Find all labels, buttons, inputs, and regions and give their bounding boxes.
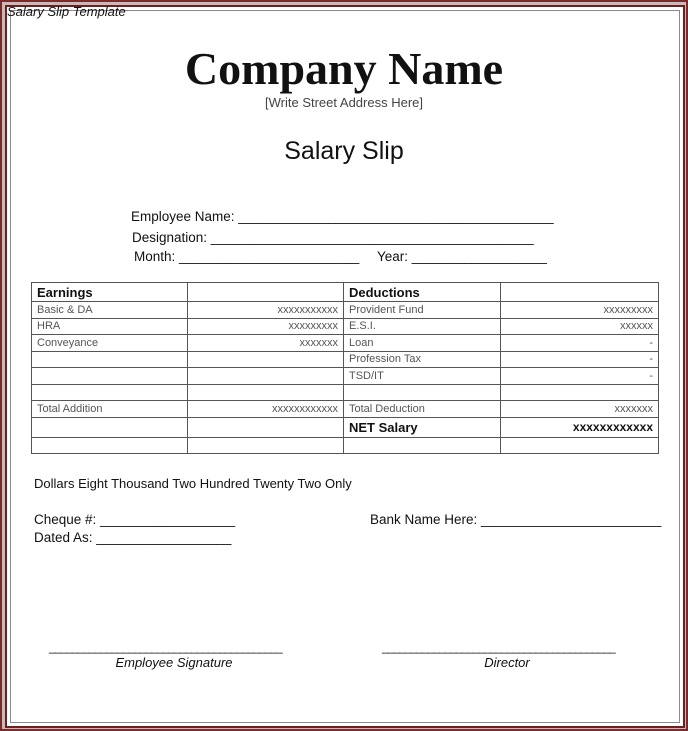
earning-value <box>188 351 344 368</box>
earning-label <box>32 368 188 385</box>
net-empty-cell <box>32 417 188 437</box>
earning-label: Conveyance <box>32 335 188 352</box>
deduction-label: Loan <box>344 335 501 352</box>
year-field: Year: __________________ <box>377 249 547 264</box>
deduction-label <box>344 384 501 401</box>
net-salary-value: xxxxxxxxxxxx <box>501 417 659 437</box>
total-addition-label: Total Addition <box>32 401 188 418</box>
table-row <box>32 335 659 352</box>
table-row <box>32 351 659 368</box>
net-salary-label: NET Salary <box>344 417 501 437</box>
deduction-value: - <box>501 368 659 385</box>
table-row-totals <box>32 401 659 418</box>
earning-label <box>32 351 188 368</box>
company-address: [Write Street Address Here] <box>265 95 423 110</box>
amount-in-words: Dollars Eight Thousand Two Hundred Twenty Two Only <box>34 476 352 491</box>
table-row <box>32 302 659 319</box>
designation-field: Designation: ___________________________________________ <box>132 230 534 245</box>
earning-label: Basic & DA <box>32 302 188 319</box>
earning-value: xxxxxxxxx <box>188 318 344 335</box>
table-row <box>32 384 659 401</box>
deduction-value <box>501 384 659 401</box>
total-deduction-label: Total Deduction <box>344 401 501 418</box>
table-row <box>32 437 659 454</box>
earning-label <box>32 384 188 401</box>
net-empty-cell <box>188 417 344 437</box>
director-signature-label: Director <box>484 655 530 670</box>
earnings-amount-header <box>188 283 344 302</box>
table-row <box>32 368 659 385</box>
document-label: Salary Slip Template <box>7 4 126 19</box>
deduction-value: xxxxxxxxx <box>501 302 659 319</box>
bank-name-field: Bank Name Here: ________________________ <box>370 512 662 527</box>
employee-signature-line: _________________________________________ <box>49 640 282 654</box>
earning-value <box>188 368 344 385</box>
earning-label: HRA <box>32 318 188 335</box>
deduction-value: - <box>501 335 659 352</box>
salary-table <box>31 282 659 454</box>
earning-value <box>188 384 344 401</box>
total-addition-value: xxxxxxxxxxxx <box>188 401 344 418</box>
month-field: Month: ________________________ <box>134 249 360 264</box>
company-name: Company Name <box>184 43 504 94</box>
deduction-label: Profession Tax <box>344 351 501 368</box>
earning-value: xxxxxxx <box>188 335 344 352</box>
table-row-net <box>32 417 659 437</box>
table-row <box>32 318 659 335</box>
table-header-row <box>32 283 659 302</box>
cheque-field: Cheque #: __________________ <box>34 512 236 527</box>
earning-value: xxxxxxxxxxx <box>188 302 344 319</box>
deduction-label: TSD/IT <box>344 368 501 385</box>
deduction-value: xxxxxx <box>501 318 659 335</box>
dated-as-field: Dated As: __________________ <box>34 530 232 545</box>
deduction-label: Provident Fund <box>344 302 501 319</box>
deductions-header: Deductions <box>344 283 501 302</box>
slip-title: Salary Slip <box>284 137 404 165</box>
total-deduction-value: xxxxxxx <box>501 401 659 418</box>
director-signature-line: _________________________________________ <box>382 640 615 654</box>
employee-signature-label: Employee Signature <box>115 655 233 670</box>
deduction-label: E.S.I. <box>344 318 501 335</box>
deductions-amount-header <box>501 283 659 302</box>
deduction-value: - <box>501 351 659 368</box>
earnings-header: Earnings <box>32 283 188 302</box>
employee-name-field: Employee Name: __________________________________________ <box>131 209 554 224</box>
